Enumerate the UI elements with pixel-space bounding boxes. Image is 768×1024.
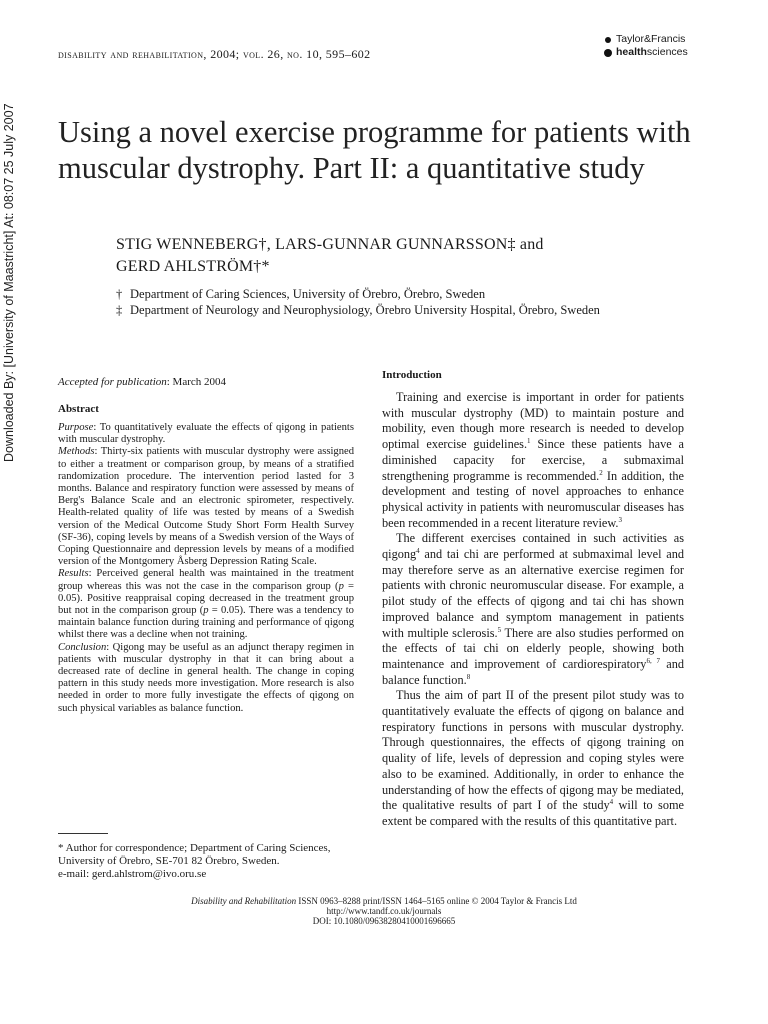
methods-label: Methods	[58, 446, 95, 458]
intro-paragraph: Thus the aim of part II of the present pilot study was to quantitatively evaluate the effects of qigong on balance and respiratory functions in persons with muscular dystrophy. Through questionnaires, the effects of qigong training on quality of life, levels of depression and coping styles were also to be examined. Additionally, in order to enhance the understanding of how the effects of qigong may be mediated, the qualitative results of part I of the study$^4$ will to some extent be compared with the results of this quantitative part.	[382, 688, 685, 828]
correspondence-footnote	[58, 842, 358, 881]
affiliations	[116, 287, 636, 318]
authors-line-2: GERD AHLSTRÖM†*	[116, 258, 270, 275]
intro-paragraph: Training and exercise is important in order for patients with muscular dystrophy (MD) to maintain posture and mobility, even though more research is needed to develop optimal exercise guidelines.$^1$ Since these patients have a diminished capacity for exercise, a submaximal strengthening programme is recommended.$^2$ In addition, the development and testing of novel approaches to enhance physical activity in patients with neuromuscular diseases has been recommended in a recent literature review.$^3$	[382, 390, 684, 530]
purpose-text: : To quantitatively evaluate the effects of qigong in patients with muscular dystrophy.	[58, 422, 354, 446]
affiliation-2	[116, 303, 636, 319]
introduction-body	[382, 390, 684, 830]
methods-text: : Thirty-six patients with muscular dystrophy were assigned to either a treatment or comparison group, by means of a stratified randomization procedure. The intervention period lasted for 3 months. Balance and respiratory function were assessed by means of Berg's Balance Scale and an electronic spirometer, respectively. Health-related quality of life was tested by means of a Swedish version of the Medical Outcome Study Short Form Health Survey (SF-36), coping levels by means of a Swedish version of the Ways of Coping Questionnaire and depression levels by means of a modified version of the Montgomery Åsberg Depression Rating Scale.	[58, 446, 354, 568]
abstract-results	[58, 568, 354, 641]
publisher-name: Taylor&Francis	[616, 33, 686, 45]
footnote-line: University of Örebro, SE-701 82 Örebro, Sweden.	[58, 855, 280, 867]
issue-label: no.	[287, 47, 303, 61]
citation: 8	[466, 672, 471, 681]
intro-paragraph: The different exercises contained in such activities as qigong$^4$ and tai chi are performed at submaximal level and may therefore serve as an alternative exercise regimen for patients with chronic neuromuscular disease. For example, a pilot study of the effects of qigong and tai chi has shown improved balance and symptom management in patients with multiple sclerosis.$^5$ There are also studies performed on the effects of tai chi on elderly people, showing both maintenance and improvement of cardiorespiratory$^{6, 7}$ and balance function.$^8$	[382, 531, 685, 687]
abstract-heading: Abstract	[58, 403, 99, 415]
running-head	[58, 47, 371, 62]
purpose-label: Purpose	[58, 422, 94, 433]
footnote-email: e-mail: gerd.ahlstrom@ivo.oru.se	[58, 868, 207, 880]
article-title: Using a novel exercise programme for patients with muscular dystrophy. Part II: a quantitative study	[58, 115, 691, 185]
journal-name: disability and rehabilitation	[58, 47, 204, 61]
issue-pages: 10, 595–602	[306, 47, 371, 61]
affiliation-mark: ‡	[116, 302, 123, 317]
footer-url: http://www.tandf.co.uk/journals	[326, 906, 442, 916]
footnote-rule	[58, 833, 108, 834]
volume-number: 26,	[267, 47, 284, 61]
abstract-body	[58, 422, 354, 715]
accepted-date	[58, 376, 354, 388]
publisher-logo	[604, 33, 724, 59]
volume-label: vol.	[242, 47, 264, 61]
results-text: = 0.05). There was a tendency to maintain balance function during training and performance of qigong whilst there was a decline when not training.	[58, 605, 354, 641]
conclusion-label: Conclusion	[58, 641, 107, 653]
citation: 3	[618, 515, 622, 524]
accepted-value: : March 2004	[166, 376, 227, 388]
conclusion-text: : Qigong may be useful as an adjunct therapy regimen in patients with muscular dystrophy in that it can bring about a decreased rate of decline in general health. The change in coping pattern in this study needs more investigation. More research is also needed in order to more fully investigate the effects of qigong on such physical variables as balance function.	[58, 641, 354, 714]
journal-year: , 2004;	[203, 47, 240, 61]
footer-issn-line	[58, 896, 710, 906]
footer-issn: ISSN 0963–8288 print/ISSN 1464–5165 online © 2004 Taylor & Francis Ltd	[296, 896, 577, 906]
download-watermark: Downloaded By: [University of Maastricht] At: 08:07 25 July 2007	[2, 103, 16, 462]
affiliation-1	[116, 287, 636, 303]
results-text: : Perceived general health was maintained in the treatment group whereas this was not the case in the comparison group (	[58, 568, 354, 592]
p-symbol: p	[203, 605, 209, 617]
citation: 6, 7	[646, 656, 661, 665]
affiliation-text: Department of Neurology and Neurophysiology, Örebro University Hospital, Örebro, Sweden	[130, 302, 600, 317]
affiliation-text: Department of Caring Sciences, University of Örebro, Örebro, Sweden	[130, 287, 486, 301]
publisher-dot-icon	[604, 49, 612, 57]
footnote-line: * Author for correspondence; Department of Caring Sciences,	[58, 842, 331, 854]
publisher-dot-icon	[605, 37, 611, 43]
affiliation-mark: †	[116, 287, 123, 301]
abstract-purpose	[58, 422, 354, 446]
citation: 4	[609, 798, 614, 807]
footer-journal: Disability and Rehabilitation	[191, 896, 297, 906]
results-label: Results	[58, 568, 89, 580]
publisher-sciences: sciences	[646, 46, 688, 58]
citation: 2	[599, 468, 603, 477]
authors	[116, 234, 656, 278]
publisher-health: health	[616, 46, 647, 58]
citation: 1	[527, 437, 531, 446]
citation: 4	[416, 546, 420, 555]
accepted-label: Accepted for publication	[58, 376, 167, 388]
page-footer	[58, 896, 710, 926]
citation: 5	[497, 625, 502, 634]
introduction-heading: Introduction	[382, 369, 442, 381]
authors-line-1: STIG WENNEBERG†, LARS-GUNNAR GUNNARSSON‡ and	[116, 236, 544, 253]
p-symbol: p	[338, 580, 344, 592]
results-text: = 0.05). Positive reappraisal coping decreased in the treatment group but not in the comparison group (	[58, 580, 354, 617]
abstract-conclusion	[58, 642, 354, 715]
abstract-methods	[58, 446, 354, 568]
footer-doi: DOI: 10.1080/09638280410001696665	[312, 916, 456, 926]
